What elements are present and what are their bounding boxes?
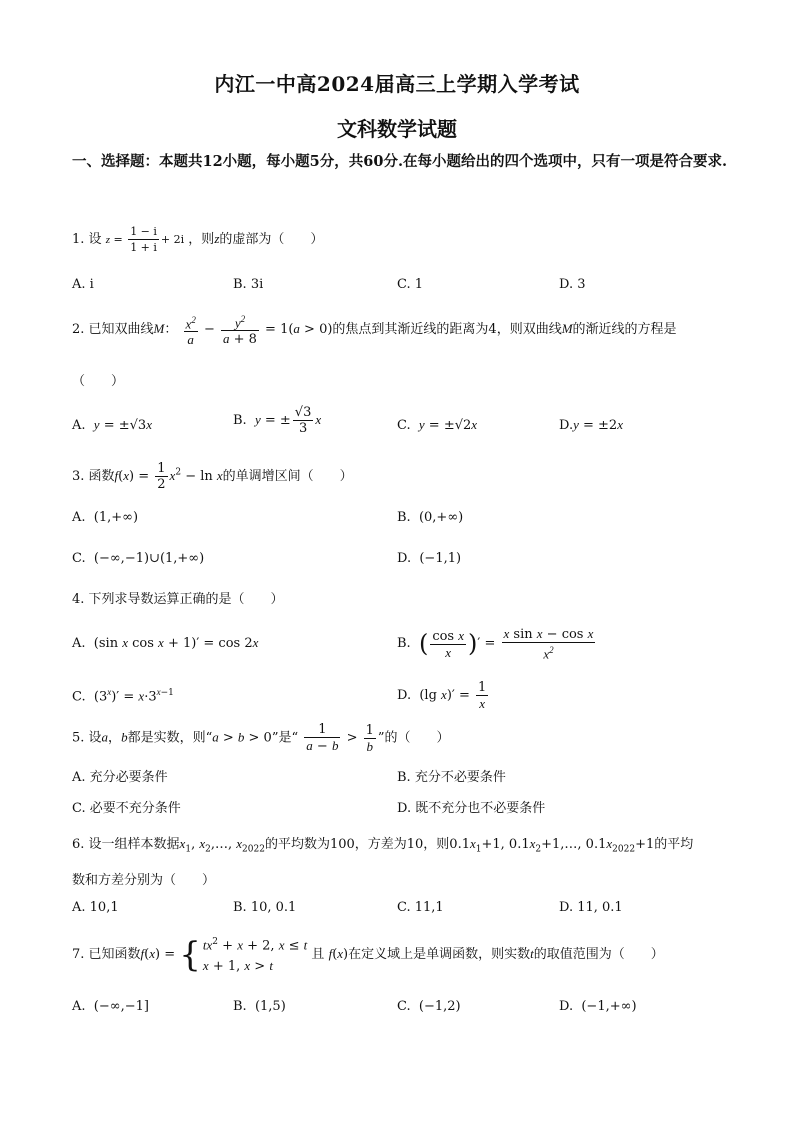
q3-option-b: B. (0,+∞) xyxy=(397,510,464,525)
q2-option-c: C. y = ±√2x xyxy=(397,417,478,433)
q5-option-d: D. 既不充分也不必要条件 xyxy=(397,801,546,816)
q6-line2: 数和方差分别为（ ） xyxy=(72,873,216,888)
q6-option-a: A. 10,1 xyxy=(72,900,119,915)
q3-option-a: A. (1,+∞) xyxy=(72,510,139,525)
q5-option-c: C. 必要不充分条件 xyxy=(72,801,181,816)
question-5: 5. 设a，b都是实数，则“a > b > 0”是“ $\frac{1}{a - b}$ > $\frac{1}{b}$ ”的（ ） xyxy=(72,722,450,754)
q6-option-c: C. 11,1 xyxy=(397,900,444,915)
q1-option-c: C. 1 xyxy=(397,277,424,292)
question-3: 3. 函数f(x) = $\frac{1}{2}$ $x^2 - \ln x$的单调增区间（ ） xyxy=(72,461,353,492)
q4-option-d: D. (lg x)′ = $\frac{1}{x}$ xyxy=(397,680,487,711)
exam-title: 内江一中高2024届高三上学期入学考试 xyxy=(214,72,580,96)
q6-option-d: D. 11, 0.1 xyxy=(559,900,623,915)
question-4: 4. 下列求导数运算正确的是（ ） xyxy=(72,592,284,607)
q6-option-b: B. 10, 0.1 xyxy=(233,900,297,915)
question-6: 6. 设一组样本数据$x_1$, $x_2,\dots$, $x_{2022}$的平均数为100，方差为10，则$0.1x_1+1$, $0.1x_2+1,\dots$, $0.1x_{2022}+1$的平均 xyxy=(72,836,694,855)
q1-option-b: B. 3i xyxy=(233,277,264,292)
question-1: 1. 设 z = $\frac{1 - i}{1 + i}$ + 2i ，则z的虚部为（ ） xyxy=(72,225,324,254)
q7-option-b: B. (1,5) xyxy=(233,999,286,1014)
q4-option-a: A. (sin x cos x + 1)′ = cos 2x xyxy=(72,635,259,651)
question-2: 2. 已知双曲线M： $\frac{x^2}{a}$ − $\frac{y^2}{a + 8}$ = 1(a > 0)的焦点到其渐近线的距离为4，则双曲线M的渐近线的方程是 xyxy=(72,314,677,348)
q4-option-b: B. ( $\frac{\text{cos x}}{x}$ )′ = $\frac{\text{x sin x − cos x}}{x^2}$ xyxy=(397,626,594,662)
q7-option-c: C. (−1,2) xyxy=(397,999,461,1014)
q1-option-a: A. i xyxy=(72,277,94,292)
q5-option-a: A. 充分必要条件 xyxy=(72,770,168,785)
q2-paren: （ ） xyxy=(72,374,125,389)
q3-option-c: C. (−∞,−1)∪(1,+∞) xyxy=(72,551,205,566)
section-heading: 一、选择题：本题共12小题，每小题5分，共60分.在每小题给出的四个选项中，只有一项是符合要求. xyxy=(72,153,728,170)
q2-option-a: A. y = ±√3x xyxy=(72,417,152,433)
q5-option-b: B. 充分不必要条件 xyxy=(397,770,506,785)
q2-option-d: D.y = ±2x xyxy=(559,417,623,433)
q3-option-d: D. (−1,1) xyxy=(397,551,462,566)
q7-option-d: D. (−1,+∞) xyxy=(559,999,637,1014)
question-7: 7. 已知函数f(x) = { $tx^2 + x + 2$, x ≤ t x + 1, x > t 且 f(x)在定义域上是单调函数，则实数t的取值范围为（ ） xyxy=(72,934,664,975)
q4-option-c: C. $(3^x)' = x\cdot 3^{x-1}$ xyxy=(72,687,174,705)
q7-option-a: A. (−∞,−1] xyxy=(72,999,149,1014)
exam-subtitle: 文科数学试题 xyxy=(337,117,457,141)
q2-option-b: B. y = ± $\frac{√3}{3}$ x xyxy=(233,405,322,436)
q1-option-d: D. 3 xyxy=(559,277,586,292)
